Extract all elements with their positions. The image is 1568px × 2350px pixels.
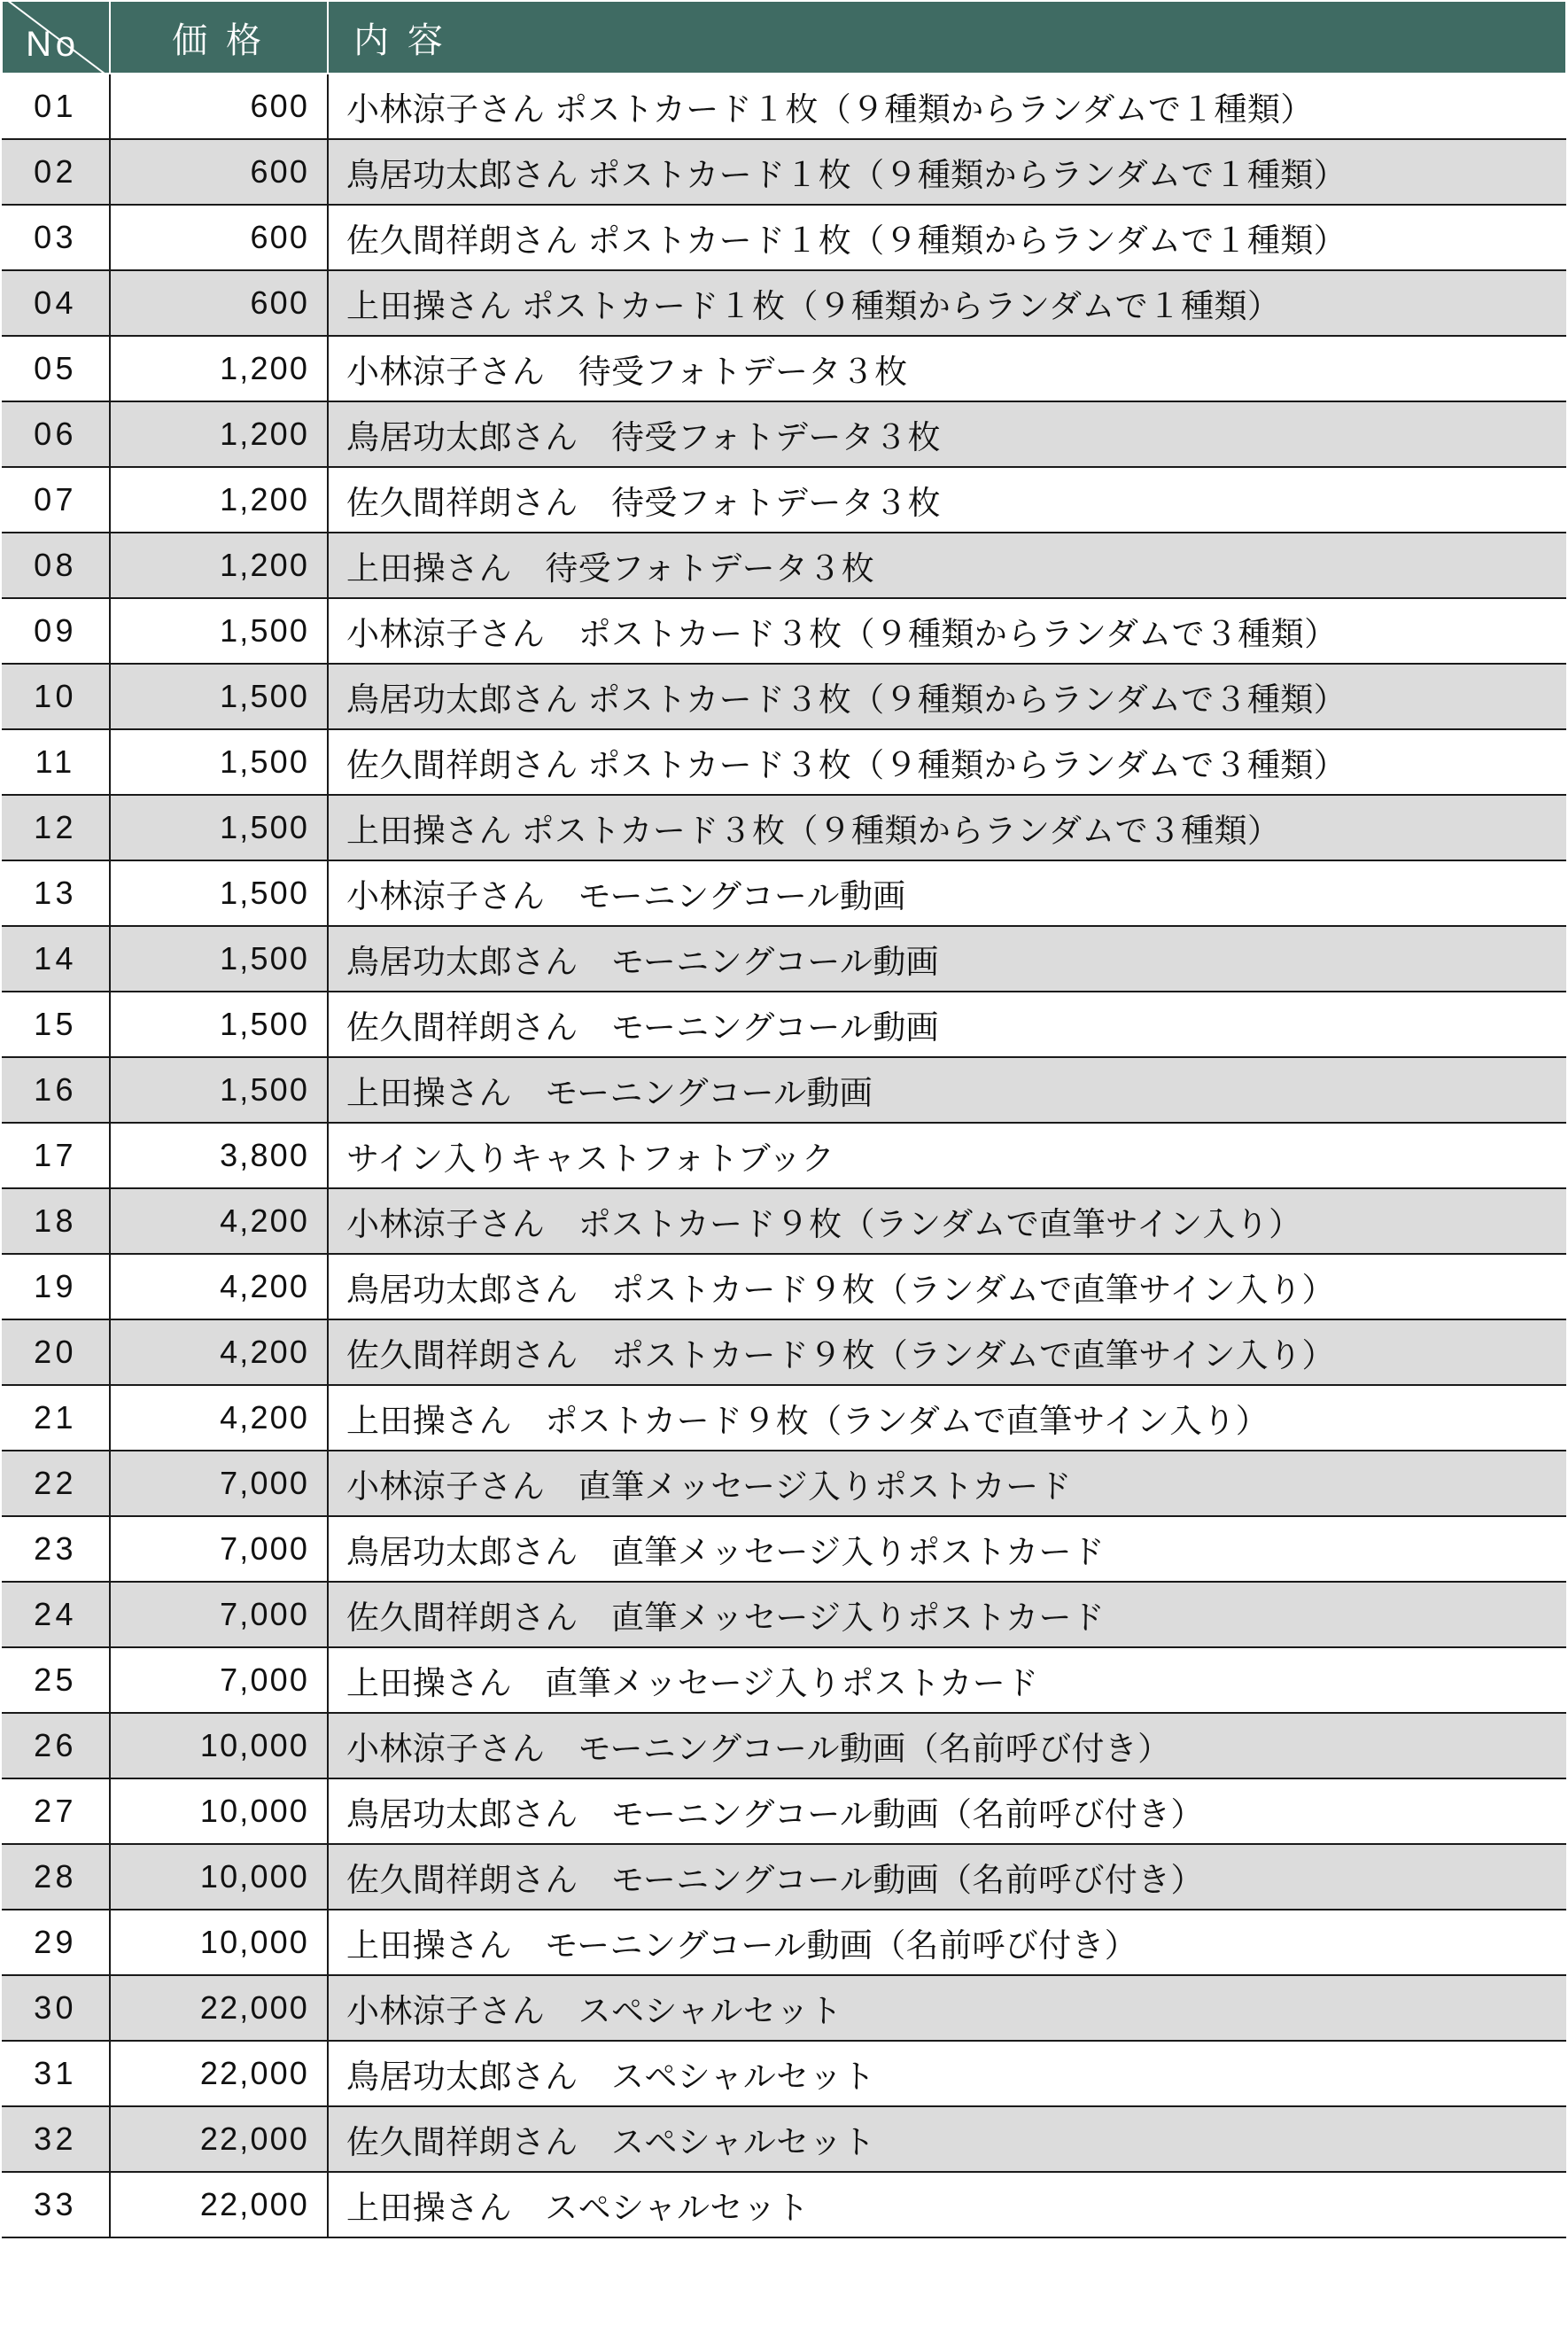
cell-no: 28 [2,1844,110,1910]
cell-no: 15 [2,992,110,1057]
cell-price: 1,500 [110,992,328,1057]
cell-price: 1,500 [110,664,328,729]
cell-no: 26 [2,1713,110,1778]
cell-description: 鳥居功太郎さん モーニングコール動画（名前呼び付き） [328,1778,1566,1844]
cell-no: 31 [2,2041,110,2106]
cell-no: 01 [2,74,110,139]
cell-no: 04 [2,270,110,336]
price-table [1,0,1567,2238]
table-body [2,74,1566,2237]
cell-price: 4,200 [110,1188,328,1254]
table-row [2,1582,1566,1647]
table-row [2,1319,1566,1385]
cell-price: 7,000 [110,1451,328,1516]
cell-price: 1,500 [110,1057,328,1123]
column-header-price: 価 格 [110,1,328,74]
column-header-no [2,1,110,74]
cell-no: 09 [2,598,110,664]
cell-no: 29 [2,1910,110,1975]
cell-no: 06 [2,401,110,467]
cell-description: 小林涼子さん モーニングコール動画 [328,860,1566,926]
cell-price: 600 [110,270,328,336]
column-header-no-label: No [26,25,80,64]
cell-price: 600 [110,139,328,205]
table-header [2,1,1566,74]
cell-description: 鳥居功太郎さん モーニングコール動画 [328,926,1566,992]
cell-price: 600 [110,205,328,270]
cell-no: 08 [2,533,110,598]
cell-price: 1,200 [110,401,328,467]
cell-description: 上田操さん ポストカード９枚（ランダムで直筆サイン入り） [328,1385,1566,1451]
column-header-desc: 内 容 [328,1,1566,74]
table-row [2,401,1566,467]
cell-description: 小林涼子さん ポストカード３枚（９種類からランダムで３種類） [328,598,1566,664]
cell-no: 24 [2,1582,110,1647]
cell-no: 20 [2,1319,110,1385]
table-row [2,1910,1566,1975]
table-row [2,1516,1566,1582]
cell-description: 鳥居功太郎さん 直筆メッセージ入りポストカード [328,1516,1566,1582]
table-row [2,1451,1566,1516]
cell-description: 鳥居功太郎さん 待受フォトデータ３枚 [328,401,1566,467]
cell-description: 上田操さん 待受フォトデータ３枚 [328,533,1566,598]
cell-no: 05 [2,336,110,401]
cell-description: 上田操さん 直筆メッセージ入りポストカード [328,1647,1566,1713]
cell-price: 1,200 [110,336,328,401]
cell-price: 4,200 [110,1385,328,1451]
cell-price: 1,500 [110,860,328,926]
cell-price: 1,500 [110,598,328,664]
cell-price: 7,000 [110,1582,328,1647]
table-header-row [2,1,1566,74]
cell-description: 小林涼子さん モーニングコール動画（名前呼び付き） [328,1713,1566,1778]
table-row [2,992,1566,1057]
cell-price: 7,000 [110,1516,328,1582]
table-row [2,2041,1566,2106]
cell-description: 佐久間祥朗さん 待受フォトデータ３枚 [328,467,1566,533]
cell-description: 鳥居功太郎さん ポストカード１枚（９種類からランダムで１種類） [328,139,1566,205]
cell-price: 22,000 [110,2172,328,2237]
cell-no: 27 [2,1778,110,1844]
table-row [2,336,1566,401]
table-row [2,1778,1566,1844]
table-row [2,270,1566,336]
cell-no: 33 [2,2172,110,2237]
cell-description: 鳥居功太郎さん スペシャルセット [328,2041,1566,2106]
table-row [2,1254,1566,1319]
cell-description: 鳥居功太郎さん ポストカード３枚（９種類からランダムで３種類） [328,664,1566,729]
cell-no: 19 [2,1254,110,1319]
cell-description: 小林涼子さん 待受フォトデータ３枚 [328,336,1566,401]
cell-description: 小林涼子さん 直筆メッセージ入りポストカード [328,1451,1566,1516]
cell-price: 10,000 [110,1713,328,1778]
cell-no: 30 [2,1975,110,2041]
cell-description: サイン入りキャストフォトブック [328,1123,1566,1188]
cell-no: 23 [2,1516,110,1582]
cell-price: 22,000 [110,2106,328,2172]
cell-no: 18 [2,1188,110,1254]
cell-price: 1,500 [110,729,328,795]
cell-price: 4,200 [110,1254,328,1319]
cell-price: 10,000 [110,1778,328,1844]
table-row [2,1385,1566,1451]
table-row [2,467,1566,533]
table-row [2,205,1566,270]
cell-description: 上田操さん モーニングコール動画（名前呼び付き） [328,1910,1566,1975]
table-row [2,139,1566,205]
cell-price: 10,000 [110,1910,328,1975]
table-row [2,1844,1566,1910]
cell-no: 14 [2,926,110,992]
cell-no: 21 [2,1385,110,1451]
table-row [2,1647,1566,1713]
cell-description: 佐久間祥朗さん スペシャルセット [328,2106,1566,2172]
cell-no: 25 [2,1647,110,1713]
table-row [2,1123,1566,1188]
cell-description: 上田操さん モーニングコール動画 [328,1057,1566,1123]
cell-description: 佐久間祥朗さん モーニングコール動画 [328,992,1566,1057]
cell-no: 22 [2,1451,110,1516]
cell-description: 小林涼子さん スペシャルセット [328,1975,1566,2041]
cell-description: 上田操さん ポストカード３枚（９種類からランダムで３種類） [328,795,1566,860]
cell-no: 17 [2,1123,110,1188]
cell-price: 1,500 [110,926,328,992]
cell-no: 10 [2,664,110,729]
table-row [2,860,1566,926]
cell-no: 12 [2,795,110,860]
cell-description: 佐久間祥朗さん モーニングコール動画（名前呼び付き） [328,1844,1566,1910]
table-row [2,2106,1566,2172]
table-row [2,598,1566,664]
cell-price: 1,500 [110,795,328,860]
cell-no: 16 [2,1057,110,1123]
table-row [2,1188,1566,1254]
table-row [2,2172,1566,2237]
table-row [2,1057,1566,1123]
cell-price: 600 [110,74,328,139]
cell-no: 07 [2,467,110,533]
table-row [2,74,1566,139]
table-row [2,729,1566,795]
cell-no: 02 [2,139,110,205]
table-row [2,664,1566,729]
cell-price: 22,000 [110,2041,328,2106]
cell-no: 32 [2,2106,110,2172]
cell-description: 佐久間祥朗さん ポストカード９枚（ランダムで直筆サイン入り） [328,1319,1566,1385]
cell-no: 11 [2,729,110,795]
cell-price: 3,800 [110,1123,328,1188]
cell-description: 佐久間祥朗さん ポストカード３枚（９種類からランダムで３種類） [328,729,1566,795]
cell-description: 小林涼子さん ポストカード１枚（９種類からランダムで１種類） [328,74,1566,139]
cell-description: 上田操さん ポストカード１枚（９種類からランダムで１種類） [328,270,1566,336]
cell-description: 小林涼子さん ポストカード９枚（ランダムで直筆サイン入り） [328,1188,1566,1254]
cell-price: 4,200 [110,1319,328,1385]
table-row [2,533,1566,598]
cell-price: 22,000 [110,1975,328,2041]
cell-price: 1,200 [110,533,328,598]
table-row [2,1713,1566,1778]
table-row [2,926,1566,992]
cell-no: 13 [2,860,110,926]
table-row [2,795,1566,860]
cell-description: 鳥居功太郎さん ポストカード９枚（ランダムで直筆サイン入り） [328,1254,1566,1319]
cell-price: 7,000 [110,1647,328,1713]
cell-description: 上田操さん スペシャルセット [328,2172,1566,2237]
cell-description: 佐久間祥朗さん ポストカード１枚（９種類からランダムで１種類） [328,205,1566,270]
cell-description: 佐久間祥朗さん 直筆メッセージ入りポストカード [328,1582,1566,1647]
cell-price: 10,000 [110,1844,328,1910]
cell-price: 1,200 [110,467,328,533]
table-row [2,1975,1566,2041]
cell-no: 03 [2,205,110,270]
